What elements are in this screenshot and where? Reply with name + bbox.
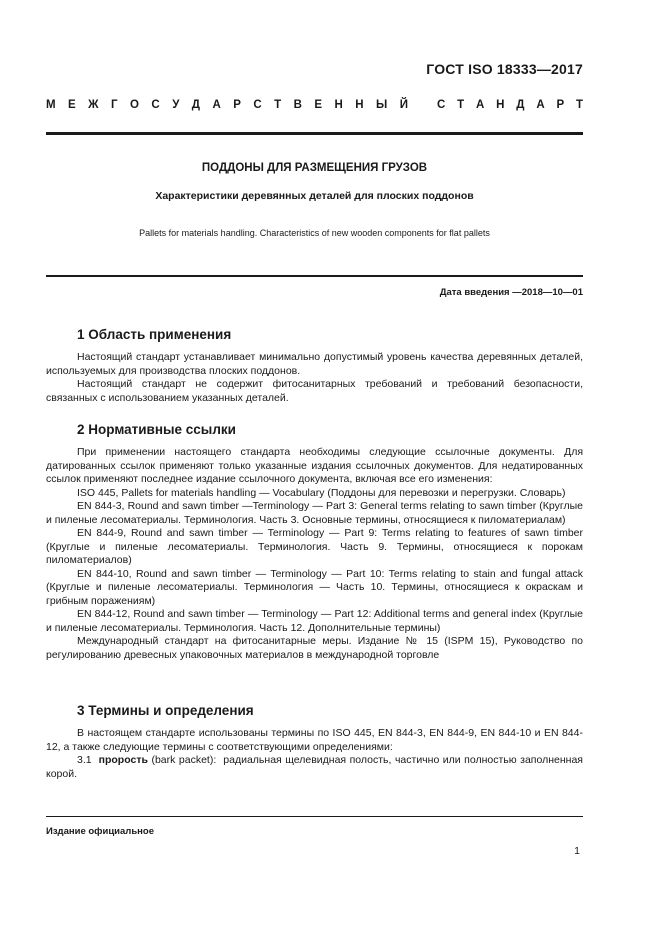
section-3-heading: 3 Термины и определения xyxy=(77,703,254,718)
footer-divider xyxy=(46,816,583,817)
section-1-body xyxy=(46,351,583,405)
term-text: радиальная щелевидная полость, частично или полностью заполненная корой. xyxy=(46,754,583,780)
standard-code: ГОСТ ISO 18333—2017 xyxy=(426,61,583,77)
header-divider xyxy=(46,132,583,135)
page-number: 1 xyxy=(574,845,580,857)
english-title: Pallets for materials handling. Characteristics of new wooden components for flat pallets xyxy=(139,228,490,238)
term-definition xyxy=(46,754,583,781)
section-3-body xyxy=(46,727,583,781)
title-divider xyxy=(46,275,583,277)
reference-item: ISO 445, Pallets for materials handling — Vocabulary (Поддоны для перевозки и перегрузки. Словарь) xyxy=(77,486,566,499)
reference-item: EN 844-3, Round and sawn timber —Terminology — Part 3: General terms relating to sawn timber (Круглые и пиленые лесоматериалы. Терминология. Часть 3. Основные термины, относящиеся к пиломатериалам) xyxy=(46,500,583,526)
term-name: прорость xyxy=(98,754,148,766)
reference-item: Международный стандарт на фитосанитарные меры. Издание № 15 (ISPM 15), Руководство по регулированию древесных упаковочных материалов в международной торговле xyxy=(46,635,583,661)
reference-item: EN 844-10, Round and sawn timber — Terminology — Part 10: Terms relating to stain and fungal attack (Круглые и пиленые лесоматериалы. Терминология — Часть 10. Термины, относящиеся к окраскам и грибным поражениям) xyxy=(46,567,583,607)
introduction-date: Дата введения —2018—10—01 xyxy=(439,287,583,298)
paragraph: Настоящий стандарт устанавливает минимально допустимый уровень качества деревянных деталей, используемых для производства плоских поддонов. xyxy=(46,351,583,377)
paragraph: В настоящем стандарте использованы термины по ISO 445, EN 844-3, EN 844-9, EN 844-10 и EN 844-12, а также следующие термины с соответствующими определениями: xyxy=(46,727,583,753)
section-2-heading: 2 Нормативные ссылки xyxy=(77,422,236,437)
standard-word: С Т А Н Д А Р Т xyxy=(437,99,583,111)
interstate-word: М Е Ж Г О С У Д А Р С Т В Е Н Н Ы Й xyxy=(46,99,408,111)
document-subtitle: Характеристики деревянных деталей для плоских поддонов xyxy=(155,190,474,202)
document-title: ПОДДОНЫ ДЛЯ РАЗМЕЩЕНИЯ ГРУЗОВ xyxy=(201,162,428,174)
paragraph: При применении настоящего стандарта необходимы следующие ссылочные документы. Для датированных ссылок применяют только указанные издания ссылочных документов. Для недатированных ссылок применяют последнее издание ссылочного документа, включая все его изменения: xyxy=(46,446,583,485)
official-edition-label: Издание официальное xyxy=(46,826,154,837)
interstate-standard-banner xyxy=(46,99,583,111)
term-english: (bark packet): xyxy=(151,754,217,766)
section-2-body xyxy=(46,446,583,662)
term-number: 3.1 xyxy=(77,754,92,766)
reference-item: EN 844-9, Round and sawn timber — Terminology — Part 9: Terms relating to features of sawn timber (Круглые и пиленые лесоматериалы. Терминология. Часть 9. Термины, относящиеся к порокам пиломатериалов) xyxy=(46,527,583,566)
section-1-heading: 1 Область применения xyxy=(77,327,232,342)
reference-item: EN 844-12, Round and sawn timber — Terminology — Part 12: Additional terms and general index (Круглые и пиленые лесоматериалы. Терминология. Часть 12. Дополнительные термины) xyxy=(46,608,583,634)
paragraph: Настоящий стандарт не содержит фитосанитарных требований и требований безопасности, связанных с использованием указанных деталей. xyxy=(46,378,583,404)
